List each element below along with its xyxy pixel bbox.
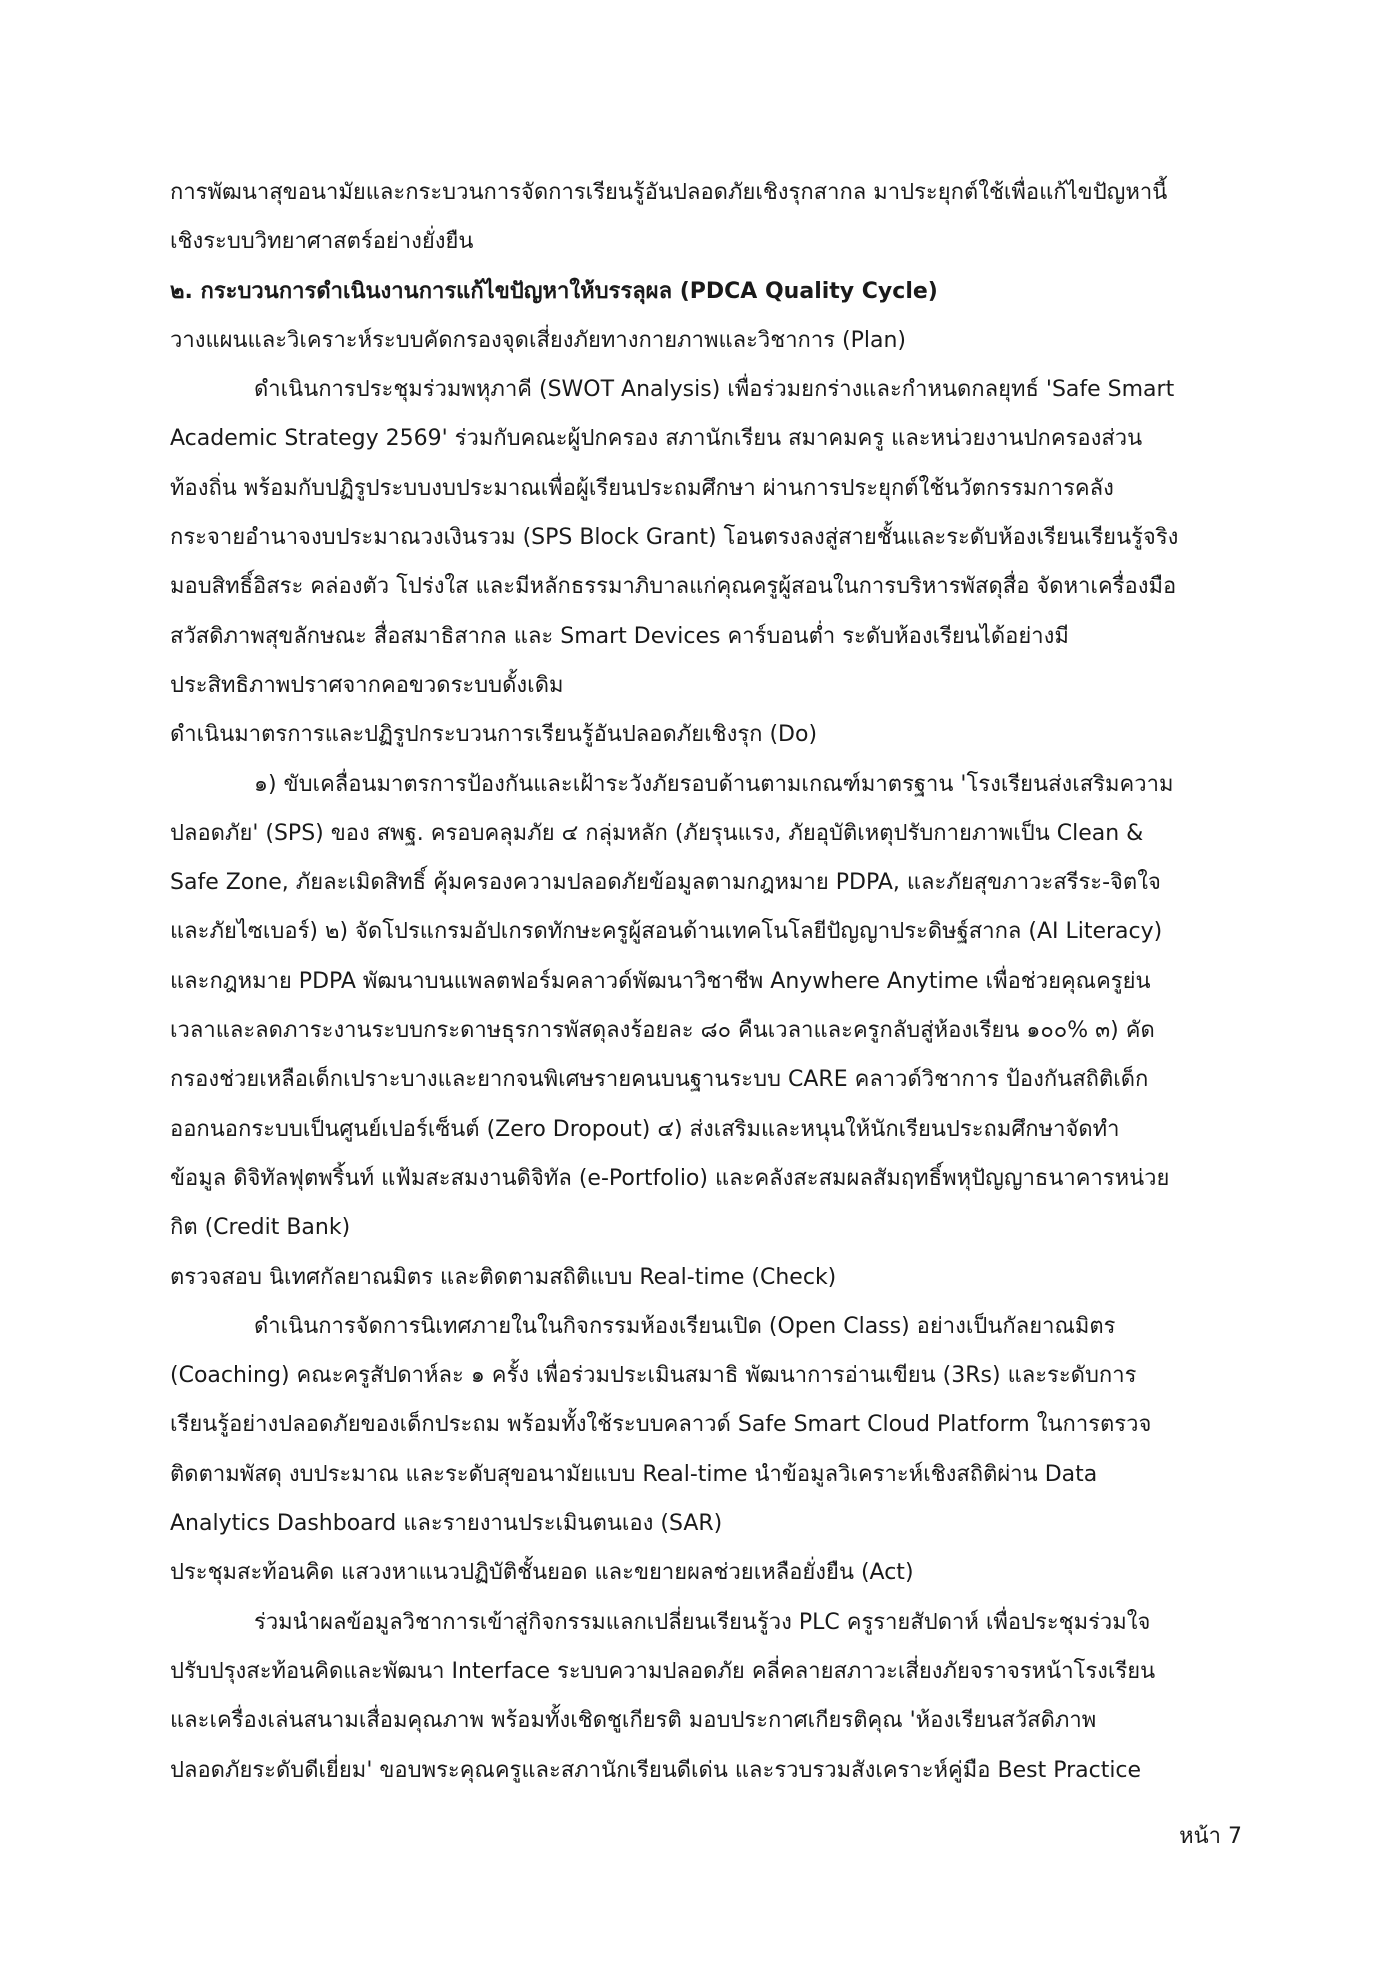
paragraph-line: และกฎหมาย PDPA พัฒนาบนแพลตฟอร์มคลาวด์พัฒนาวิชาชีพ Anywhere Anytime เพื่อช่วยคุณครูย่น (170, 968, 1151, 994)
paragraph-line: ท้องถิ่น พร้อมกับปฏิรูประบบงบประมาณเพื่อผู้เรียนประถมศึกษา ผ่านการประยุกต์ใช้นวัตกรรมการคลัง (170, 475, 1114, 501)
paragraph-line: ติดตามพัสดุ งบประมาณ และระดับสุขอนามัยแบบ Real-time นำข้อมูลวิเคราะห์เชิงสถิติผ่าน Data (170, 1461, 1098, 1487)
paragraph-line: สวัสดิภาพสุขลักษณะ สื่อสมาธิสากล และ Smart Devices คาร์บอนต่ำ ระดับห้องเรียนได้อย่างมี (170, 623, 1069, 649)
section-heading: ๒. กระบวนการดำเนินงานการแก้ไขปัญหาให้บรรลุผล (PDCA Quality Cycle) (170, 278, 938, 304)
paragraph-line: กระจายอำนาจงบประมาณวงเงินรวม (SPS Block Grant) โอนตรงลงสู่สายชั้นและระดับห้องเรียนเรียนรู้จริง (170, 525, 1179, 551)
act-title: ประชุมสะท้อนคิด แสวงหาแนวปฏิบัติชั้นยอด และขยายผลช่วยเหลือยั่งยืน (Act) (170, 1560, 914, 1586)
paragraph-line: ปลอดภัย' (SPS) ของ สพฐ. ครอบคลุมภัย ๔ กลุ่มหลัก (ภัยรุนแรง, ภัยอุบัติเหตุปรับกายภาพเป็น Clean & (170, 820, 1144, 846)
check-title: ตรวจสอบ นิเทศกัลยาณมิตร และติดตามสถิติแบบ Real-time (Check) (170, 1264, 837, 1290)
plan-title: วางแผนและวิเคราะห์ระบบคัดกรองจุดเสี่ยงภัยทางกายภาพและวิชาการ (Plan) (170, 327, 907, 353)
paragraph-line: ข้อมูล ดิจิทัลฟุตพริ้นท์ แฟ้มสะสมงานดิจิทัล (e-Portfolio) และคลังสะสมผลสัมฤทธิ์พหุปัญญาธนาคารหน่วย (170, 1165, 1170, 1191)
page-number: หน้า 7 (1179, 1824, 1242, 1849)
paragraph-line: ๑) ขับเคลื่อนมาตรการป้องกันและเฝ้าระวังภัยรอบด้านตามเกณฑ์มาตรฐาน 'โรงเรียนส่งเสริมความ (254, 771, 1174, 797)
paragraph-line: ออกนอกระบบเป็นศูนย์เปอร์เซ็นต์ (Zero Dropout) ๔) ส่งเสริมและหนุนให้นักเรียนประถมศึกษาจัดทำ (170, 1116, 1120, 1142)
do-title: ดำเนินมาตรการและปฏิรูปกระบวนการเรียนรู้อันปลอดภัยเชิงรุก (Do) (170, 722, 818, 748)
paragraph-line: Analytics Dashboard และรายงานประเมินตนเอง (SAR) (170, 1511, 723, 1537)
intro-line: การพัฒนาสุขอนามัยและกระบวนการจัดการเรียนรู้อันปลอดภัยเชิงรุกสากล มาประยุกต์ใช้เพื่อแก้ไขปัญหานี้ (170, 180, 1168, 205)
paragraph-line: (Coaching) คณะครูสัปดาห์ละ ๑ ครั้ง เพื่อร่วมประเมินสมาธิ พัฒนาการอ่านเขียน (3Rs) และระดับการ (170, 1363, 1137, 1389)
intro-line: เชิงระบบวิทยาศาสตร์อย่างยั่งยืน (170, 229, 474, 255)
paragraph-line: เรียนรู้อย่างปลอดภัยของเด็กประถม พร้อมทั้งใช้ระบบคลาวด์ Safe Smart Cloud Platform ในการตรวจ (170, 1412, 1152, 1438)
paragraph-line: มอบสิทธิ์อิสระ คล่องตัว โปร่งใส และมีหลักธรรมาภิบาลแก่คุณครูผู้สอนในการบริหารพัสดุสื่อ จัดหาเครื่องมือ (170, 574, 1177, 600)
paragraph-line: ปลอดภัยระดับดีเยี่ยม' ขอบพระคุณครูและสภานักเรียนดีเด่น และรวบรวมสังเคราะห์คู่มือ Best Practice (170, 1757, 1142, 1783)
paragraph-line: เวลาและลดภาระงานระบบกระดาษธุรการพัสดุลงร้อยละ ๘๐ คืนเวลาและครูกลับสู่ห้องเรียน ๑๐๐% ๓) คัด (170, 1018, 1155, 1044)
paragraph-line: ปรับปรุงสะท้อนคิดและพัฒนา Interface ระบบความปลอดภัย คลี่คลายสภาวะเสี่ยงภัยจราจรหน้าโรงเรียน (170, 1658, 1156, 1684)
paragraph-line: ประสิทธิภาพปราศจากคอขวดระบบดั้งเดิม (170, 672, 564, 698)
paragraph-line: Safe Zone, ภัยละเมิดสิทธิ์ คุ้มครองความปลอดภัยข้อมูลตามกฎหมาย PDPA, และภัยสุขภาวะสรีระ-จิตใจ (170, 870, 1161, 896)
paragraph-line: และเครื่องเล่นสนามเสื่อมคุณภาพ พร้อมทั้งเชิดชูเกียรติ มอบประกาศเกียรติคุณ 'ห้องเรียนสวัสดิภาพ (170, 1708, 1097, 1734)
paragraph-line: กิต (Credit Bank) (170, 1215, 351, 1241)
paragraph-line: ดำเนินการจัดการนิเทศภายในในกิจกรรมห้องเรียนเปิด (Open Class) อย่างเป็นกัลยาณมิตร (254, 1313, 1116, 1339)
paragraph-line: ร่วมนำผลข้อมูลวิชาการเข้าสู่กิจกรรมแลกเปลี่ยนเรียนรู้วง PLC ครูรายสัปดาห์ เพื่อประชุมร่วมใจ (254, 1609, 1151, 1635)
paragraph-line: Academic Strategy 2569' ร่วมกับคณะผู้ปกครอง สภานักเรียน สมาคมครู และหน่วยงานปกครองส่วน (170, 426, 1143, 452)
paragraph-line: กรองช่วยเหลือเด็กเปราะบางและยากจนพิเศษรายคนบนฐานระบบ CARE คลาวด์วิชาการ ป้องกันสถิติเด็ก (170, 1067, 1149, 1093)
paragraph-line: และภัยไซเบอร์) ๒) จัดโปรแกรมอัปเกรดทักษะครูผู้สอนด้านเทคโนโลยีปัญญาประดิษฐ์สากล (AI Literacy) (170, 919, 1163, 945)
paragraph-line: ดำเนินการประชุมร่วมพหุภาคี (SWOT Analysis) เพื่อร่วมยกร่างและกำหนดกลยุทธ์ 'Safe Smart (254, 377, 1175, 403)
document-body (170, 168, 1232, 1795)
